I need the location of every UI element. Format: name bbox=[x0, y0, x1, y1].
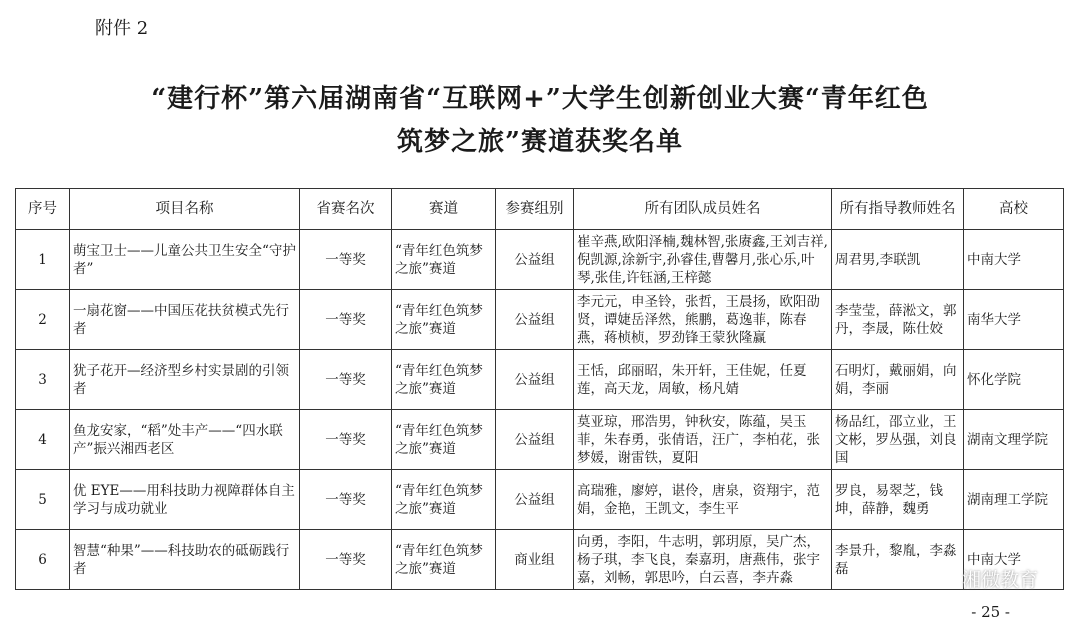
cell-rank: 一等奖 bbox=[300, 290, 392, 350]
cell-rank: 一等奖 bbox=[300, 350, 392, 410]
header-track: 赛道 bbox=[392, 189, 496, 230]
cell-track: “青年红色筑梦之旅”赛道 bbox=[392, 530, 496, 590]
watermark-text: 湘微教育 bbox=[961, 569, 1038, 591]
cell-project-name: 智慧“种果”——科技助农的砥砺践行者 bbox=[70, 530, 300, 590]
cell-school: 怀化学院 bbox=[964, 350, 1064, 410]
cell-group: 商业组 bbox=[496, 530, 574, 590]
cell-group: 公益组 bbox=[496, 350, 574, 410]
attachment-label: 附件 2 bbox=[95, 18, 149, 39]
cell-school: 湖南文理学院 bbox=[964, 410, 1064, 470]
cell-track: “青年红色筑梦之旅”赛道 bbox=[392, 290, 496, 350]
cell-school: 湖南理工学院 bbox=[964, 470, 1064, 530]
cell-members: 李元元，申圣铃，张哲，王晨扬，欧阳劭贤，谭婕岳泽然，熊鹏，葛逸菲，陈春燕，蒋桢桢，罗劲锋王蒙狄隆赢 bbox=[574, 290, 832, 350]
table-row bbox=[16, 230, 1064, 290]
page-title-line2: 筑梦之旅”赛道获奖名单 bbox=[397, 127, 683, 157]
cell-project-name: 犹子花开—经济型乡村实景剧的引领者 bbox=[70, 350, 300, 410]
cell-no: 5 bbox=[16, 470, 70, 530]
header-group: 参赛组别 bbox=[496, 189, 574, 230]
cell-no: 3 bbox=[16, 350, 70, 410]
cell-school: 中南大学 bbox=[964, 230, 1064, 290]
cell-members: 崔辛燕,欧阳泽楠,魏林智,张赓鑫,王刘吉祥,倪凯源,涂新宇,孙睿佳,曹馨月,张心乐,叶琴,张佳,许钰涵,王梓懿 bbox=[574, 230, 832, 290]
cell-group: 公益组 bbox=[496, 470, 574, 530]
cell-no: 6 bbox=[16, 530, 70, 590]
cell-group: 公益组 bbox=[496, 410, 574, 470]
header-no: 序号 bbox=[16, 189, 70, 230]
cell-no: 4 bbox=[16, 410, 70, 470]
cell-teachers: 罗良，易翠芝，钱坤，薛静，魏勇 bbox=[832, 470, 964, 530]
cell-teachers: 石明灯，戴丽娟，向娟，李丽 bbox=[832, 350, 964, 410]
cell-teachers: 李景升，黎胤，李淼磊 bbox=[832, 530, 964, 590]
wechat-icon bbox=[932, 568, 958, 590]
cell-rank: 一等奖 bbox=[300, 230, 392, 290]
cell-track: “青年红色筑梦之旅”赛道 bbox=[392, 350, 496, 410]
header-teachers: 所有指导教师姓名 bbox=[832, 189, 964, 230]
cell-rank: 一等奖 bbox=[300, 530, 392, 590]
cell-project-name: 萌宝卫士——儿童公共卫生安全“守护者” bbox=[70, 230, 300, 290]
table-row bbox=[16, 530, 1064, 590]
table-row bbox=[16, 290, 1064, 350]
cell-project-name: 优 EYE——用科技助力视障群体自主学习与成功就业 bbox=[70, 470, 300, 530]
cell-members: 王恬，邱丽昭，朱开轩，王佳妮，任夏莲，高天龙，周敏，杨凡婧 bbox=[574, 350, 832, 410]
header-rank: 省赛名次 bbox=[300, 189, 392, 230]
cell-teachers: 李莹莹，薛淞文，郭丹，李晟，陈仕姣 bbox=[832, 290, 964, 350]
cell-group: 公益组 bbox=[496, 230, 574, 290]
cell-group: 公益组 bbox=[496, 290, 574, 350]
cell-project-name: 一扇花窗——中国压花扶贫模式先行者 bbox=[70, 290, 300, 350]
table-row bbox=[16, 350, 1064, 410]
cell-rank: 一等奖 bbox=[300, 410, 392, 470]
cell-teachers: 周君男,李联凯 bbox=[832, 230, 964, 290]
cell-members: 高瑞雅，廖婷，谌伶，唐泉，资翔宇，范娟，金艳，王凯文，李生平 bbox=[574, 470, 832, 530]
awards-table bbox=[15, 188, 1064, 590]
cell-project-name: 鱼龙安家，“稻”处丰产——“四水联产”振兴湘西老区 bbox=[70, 410, 300, 470]
header-members: 所有团队成员姓名 bbox=[574, 189, 832, 230]
cell-no: 2 bbox=[16, 290, 70, 350]
cell-school: 南华大学 bbox=[964, 290, 1064, 350]
page-title-line1: “建行杯”第六届湖南省“互联网+”大学生创新创业大赛“青年红色 bbox=[151, 84, 929, 114]
cell-track: “青年红色筑梦之旅”赛道 bbox=[392, 230, 496, 290]
header-project-name: 项目名称 bbox=[70, 189, 300, 230]
cell-teachers: 杨品红，邵立业，王文彬，罗丛强，刘良国 bbox=[832, 410, 964, 470]
cell-rank: 一等奖 bbox=[300, 470, 392, 530]
cell-track: “青年红色筑梦之旅”赛道 bbox=[392, 470, 496, 530]
cell-track: “青年红色筑梦之旅”赛道 bbox=[392, 410, 496, 470]
table-header-row bbox=[16, 189, 1064, 230]
table-row bbox=[16, 410, 1064, 470]
cell-members: 向勇，李阳，牛志明，郭玥原，吴广杰，杨子琪，李飞良，秦嘉玥，唐燕伟，张宇嘉，刘畅，郭思吟，白云喜，李卉淼 bbox=[574, 530, 832, 590]
cell-no: 1 bbox=[16, 230, 70, 290]
cell-members: 莫亚琼，邢浩男，钟秋安，陈蕴，吴玉菲，朱春勇，张倩语，汪广，李柏花，张梦媛，谢雷铁，夏阳 bbox=[574, 410, 832, 470]
header-school: 高校 bbox=[964, 189, 1064, 230]
table-row bbox=[16, 470, 1064, 530]
page-number: - 25 - bbox=[971, 603, 1010, 621]
watermark bbox=[932, 565, 1038, 592]
cell-school: 中南大学 bbox=[964, 530, 1064, 590]
